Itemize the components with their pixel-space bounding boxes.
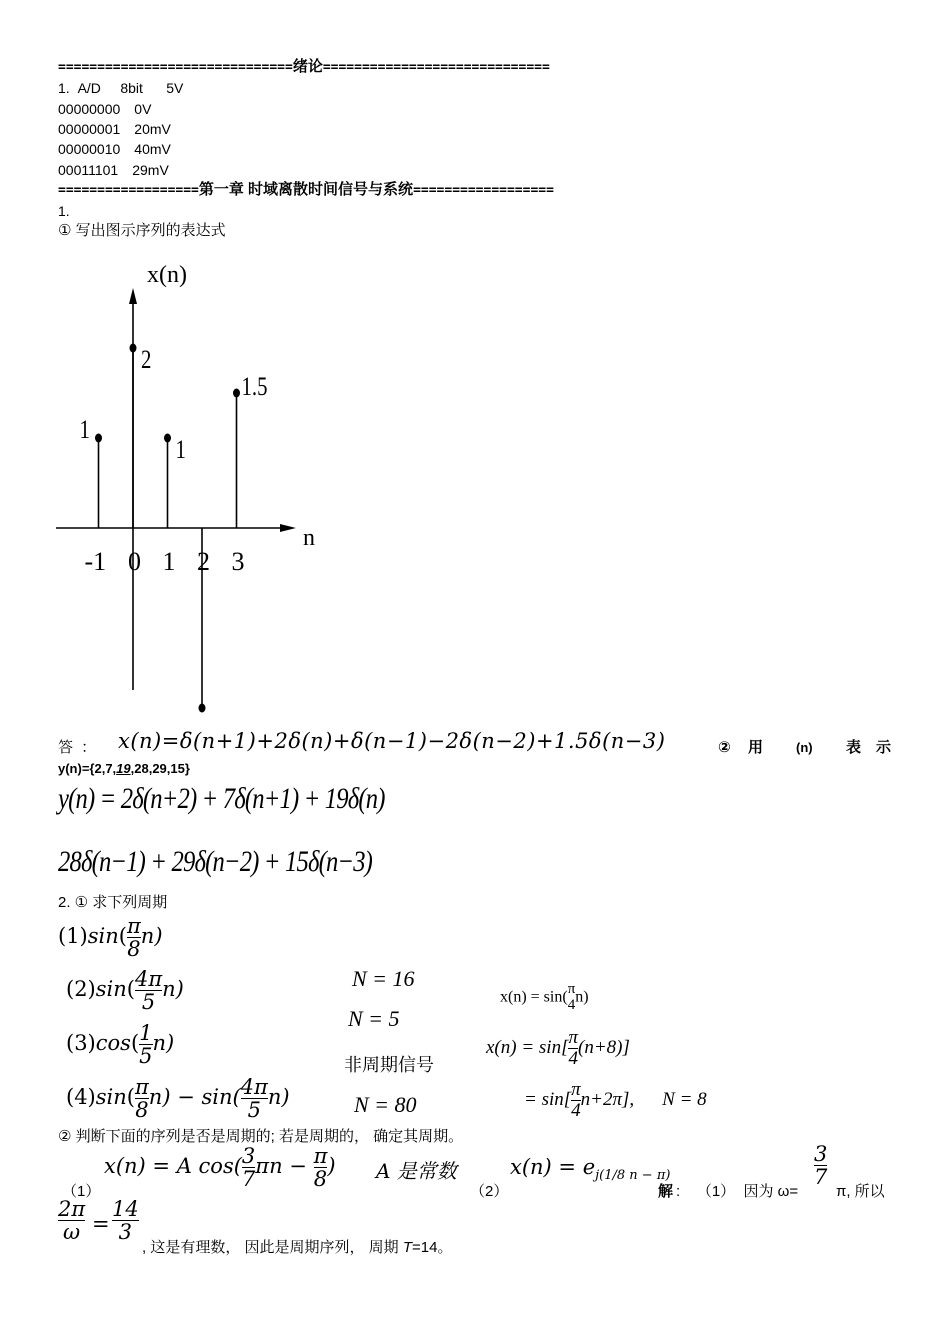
x-expression: x(n)=δ(n+1)+2δ(n)+δ(n−1)−2δ(n−2)+1.5δ(n−3) — [118, 729, 666, 753]
divider-left: ================== — [58, 183, 199, 198]
item-label: （1） — [62, 1183, 101, 1200]
answer-line — [58, 729, 898, 763]
numerator: 4π — [134, 967, 163, 991]
divider-right: ================== — [413, 183, 554, 198]
cos-sequence — [104, 1145, 336, 1190]
formula-text: x(n) = A cos( — [104, 1154, 242, 1179]
numerator: π — [571, 1079, 581, 1100]
period-ratio-row — [58, 1198, 898, 1254]
denominator: 5 — [139, 1044, 153, 1069]
ratio-equals: = — [92, 1212, 110, 1236]
ratio-fraction — [58, 1198, 85, 1243]
denominator: 4 — [571, 1099, 581, 1121]
period-item-4: (4)sin( $\frac{\pi}{8}$ n) − sin( $\frac{4\pi}{5}$ n) — [66, 1075, 290, 1123]
y-sequence-label: y(n)={2,7, — [58, 761, 117, 776]
period-item-2: (2)sin( $\frac{4\pi}{5}$ n) — [66, 967, 184, 1015]
y-axis-arrow — [129, 288, 137, 304]
formula-text: ) — [327, 1154, 336, 1179]
non-periodic-label: 非周期信号 — [344, 1055, 434, 1075]
divider-right: ============================= — [322, 60, 550, 75]
y-expression-line2: 28δ(n−1) + 29δ(n−2) + 15δ(n−3) — [58, 845, 373, 878]
y-sequence-rest: ,28,29,15} — [130, 761, 190, 776]
chapter-title: 第一章 时域离散时间信号与系统 — [198, 181, 414, 198]
code-bits: 00000000 — [58, 101, 121, 117]
item-label: (4) — [66, 1085, 96, 1110]
item-func: sin — [87, 924, 119, 949]
section-title: 绪论 — [292, 58, 323, 75]
numerator: 3 — [814, 1142, 828, 1166]
denominator: 8 — [135, 1098, 149, 1123]
item-line: A/D 8bit 5V — [77, 80, 184, 96]
q2-heading: 2. ① 求下列周期 — [58, 894, 168, 911]
item-label: (3) — [66, 1031, 96, 1056]
answer-N-80: N = 80 — [354, 1092, 417, 1117]
denominator: 5 — [241, 1098, 268, 1121]
item-label: (2) — [66, 977, 96, 1002]
x-tick-label: 3 — [231, 547, 245, 576]
code-row — [58, 100, 151, 118]
side-text: (n+8)] — [578, 1036, 630, 1058]
exponent: j(1/8 n − π) — [595, 1168, 671, 1184]
code-value: 0V — [134, 101, 152, 117]
y-sequence-marked-value: 19 — [116, 761, 131, 776]
item-tail: n) — [162, 977, 184, 1002]
fraction — [135, 1076, 149, 1121]
side-text: n+2π], — [580, 1088, 635, 1110]
stem-dot — [130, 344, 137, 353]
numerator: π — [567, 981, 576, 997]
side-text: n) — [575, 988, 589, 1006]
chapter-heading — [58, 181, 554, 200]
solution-prefix: 解 — [658, 1183, 674, 1200]
item-tail: n) — [140, 924, 163, 949]
item-label: （2） — [470, 1183, 509, 1200]
q2-part2: ② 判断下面的序列是否是周期的; 若是周期的， 确定其周期。 — [58, 1128, 464, 1145]
item-func: sin — [95, 1085, 127, 1110]
fraction — [568, 1028, 578, 1069]
code-bits: 00000001 — [58, 121, 121, 137]
side-line-3 — [524, 1080, 707, 1121]
side-text: = sin[ — [524, 1088, 572, 1110]
fraction — [314, 1145, 328, 1190]
y-axis-label: x(n) — [147, 262, 187, 288]
constant-note: A 是常数 — [376, 1159, 457, 1183]
side-line-2 — [486, 1028, 630, 1069]
fraction — [242, 1145, 255, 1190]
item-tail: n) − sin( — [148, 1085, 241, 1110]
x-axis-arrow — [280, 524, 296, 532]
numerator: 2π — [58, 1197, 86, 1221]
numerator: π — [313, 1144, 328, 1168]
solution-text: : （1） 因为 ω= — [676, 1183, 799, 1200]
denominator: 7 — [241, 1167, 256, 1192]
denominator: 8 — [313, 1167, 328, 1192]
intro-heading — [58, 58, 550, 77]
side-N-value: N = 8 — [662, 1088, 707, 1110]
denominator: 7 — [814, 1165, 828, 1190]
item-tail: n) — [267, 1085, 290, 1110]
side-text: x(n) = sin[ — [486, 1036, 569, 1058]
y-sequence — [58, 760, 190, 778]
fraction — [127, 915, 141, 960]
divider-left: ============================== — [58, 60, 293, 75]
code-value: 40mV — [134, 141, 171, 157]
part2-word: (n) — [796, 740, 813, 755]
stem-dot — [164, 434, 171, 443]
code-value: 20mV — [134, 121, 171, 137]
question-number: 1. — [58, 203, 70, 219]
denominator: 4 — [567, 996, 576, 1013]
period-item-1: (1)sin( $\frac{\pi}{8}$ n) — [58, 914, 163, 962]
answer-N-5: N = 5 — [348, 1006, 400, 1031]
part2-word: 表 — [846, 739, 862, 756]
x-axis-label: n — [303, 525, 315, 551]
item-func: cos — [95, 1031, 131, 1056]
stem-dot — [199, 704, 206, 713]
fraction — [135, 968, 162, 1013]
fraction — [241, 1076, 268, 1121]
exp-sequence — [510, 1155, 670, 1183]
stem-value-label: 2 — [141, 345, 152, 375]
y-expression-line1: y(n) = 2δ(n+2) + 7δ(n+1) + 19δ(n) — [58, 782, 385, 815]
part2-word: 示 — [876, 739, 892, 756]
numerator: π — [568, 1027, 579, 1048]
period-value: =14。 — [412, 1239, 453, 1256]
intro-item — [58, 79, 183, 97]
conclusion: , 这是有理数， 因此是周期序列， 周期 — [142, 1239, 403, 1256]
x-tick-label: -1 — [84, 547, 107, 576]
x-tick-label: 0 — [128, 547, 141, 576]
stem-value-label: 1 — [79, 415, 90, 445]
code-bits: 00000010 — [58, 141, 121, 157]
formula-text: x(n) = e — [510, 1155, 596, 1179]
stem-dot — [233, 389, 240, 398]
omega-fraction — [814, 1143, 827, 1188]
item-number: 1. — [58, 80, 70, 96]
x-tick-label: 1 — [162, 547, 176, 576]
side-line-1 — [500, 982, 589, 1014]
numerator: π — [134, 1075, 149, 1099]
stem-value-label: 1.5 — [241, 372, 268, 402]
item-label: (1) — [58, 924, 88, 949]
denominator: ω — [58, 1220, 85, 1243]
denominator: 4 — [568, 1047, 578, 1069]
side-text: x(n) = sin( — [500, 988, 568, 1006]
periodicity-row — [58, 1143, 898, 1203]
numerator: 3 — [241, 1144, 256, 1168]
fraction — [139, 1022, 152, 1067]
x-tick-label: 2 — [197, 547, 210, 576]
sequence-stem-plot — [50, 250, 340, 725]
code-row — [58, 161, 169, 179]
solution-text: π, 所以 — [836, 1183, 885, 1200]
part2-marker: ② — [718, 739, 731, 756]
denominator: 8 — [127, 937, 141, 962]
denominator: 3 — [112, 1220, 139, 1243]
denominator: 5 — [135, 990, 162, 1013]
ratio-value — [112, 1198, 139, 1243]
numerator: 14 — [112, 1197, 139, 1221]
answer-prefix: 答 ： — [58, 739, 99, 756]
code-row — [58, 120, 171, 138]
answer-N-16: N = 16 — [352, 966, 415, 991]
code-row — [58, 140, 171, 158]
question-part: ① 写出图示序列的表达式 — [58, 222, 226, 239]
code-bits: 00011101 — [58, 162, 119, 178]
item-func: sin — [95, 977, 127, 1002]
numerator: 1 — [139, 1021, 153, 1045]
code-value: 29mV — [132, 162, 169, 178]
fraction — [571, 1080, 581, 1121]
item-tail: n) — [152, 1031, 175, 1056]
stem-value-label: 1 — [175, 435, 186, 465]
period-variable: T — [402, 1239, 413, 1256]
stem-dot — [95, 434, 102, 443]
numerator: π — [126, 914, 141, 938]
conclusion-text — [142, 1238, 452, 1258]
period-item-3: (3)cos( $\frac{1}{5}$ n) — [66, 1021, 175, 1069]
numerator: 4π — [240, 1075, 268, 1099]
part2-word: 用 — [748, 739, 764, 756]
formula-text: πn − — [255, 1154, 314, 1179]
